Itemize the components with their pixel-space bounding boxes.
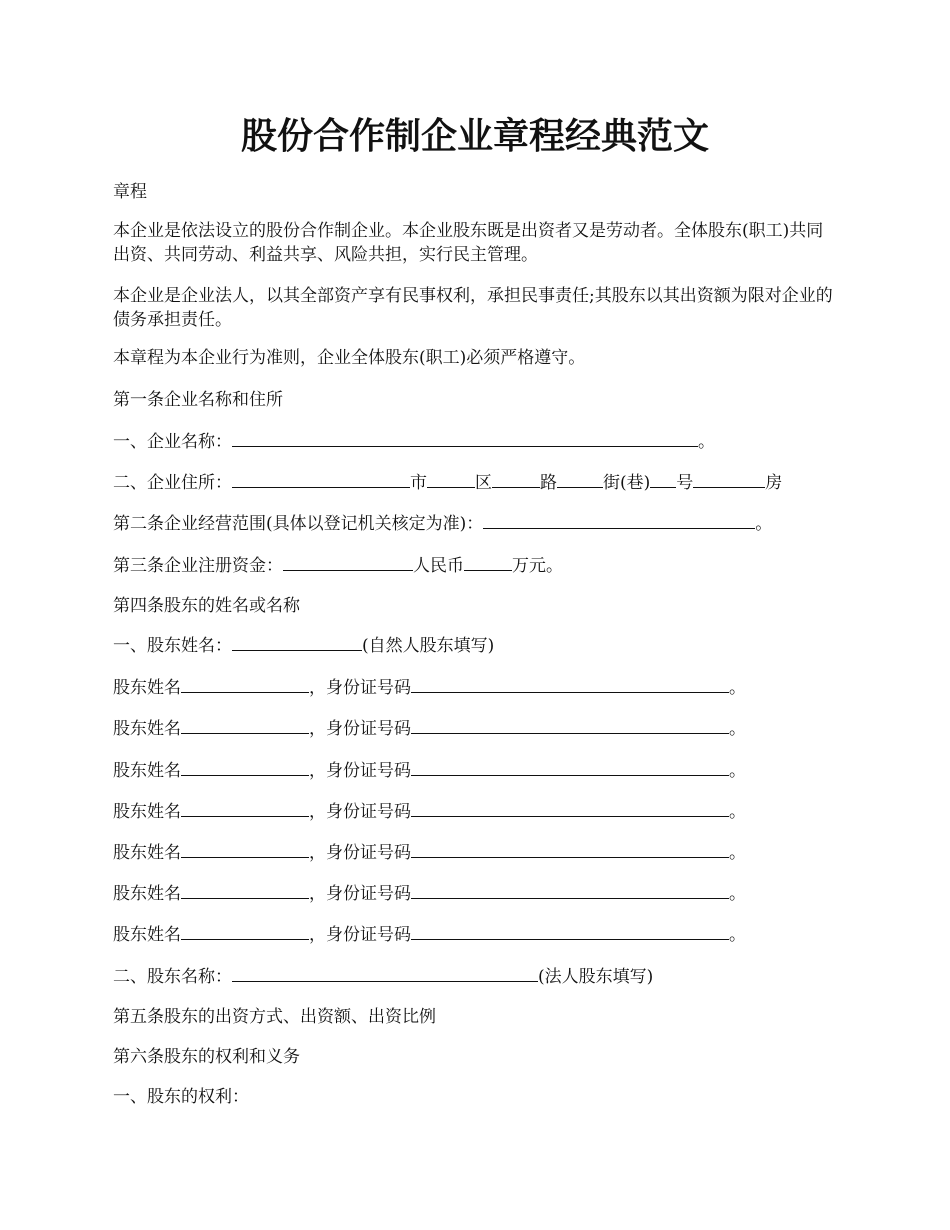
page-title: 股份合作制企业章程经典范文 (240, 115, 709, 157)
article-3-line (113, 553, 833, 578)
id-number-blank[interactable] (411, 881, 729, 899)
business-scope-label: 第二条企业经营范围(具体以登记机关核定为准)： (113, 514, 484, 534)
natural-person-line (113, 633, 833, 658)
room-blank[interactable] (693, 470, 765, 488)
city-text: 市 (410, 473, 427, 493)
paragraph-legal-person: 本企业是企业法人，以其全部资产享有民事权利，承担民事责任;其股东以其出资额为限对企业的债务承担责任。 (113, 286, 833, 330)
section-heading: 章程 (113, 182, 147, 202)
shareholder-row (113, 758, 833, 783)
district-blank[interactable] (427, 470, 475, 488)
shareholder-row (113, 922, 833, 947)
id-number-label: ，身份证号码 (309, 925, 411, 945)
natural-person-label: 一、股东姓名： (113, 636, 232, 656)
id-number-blank[interactable] (411, 922, 729, 940)
id-number-blank[interactable] (411, 758, 729, 776)
article-4-title: 第四条股东的姓名或名称 (113, 596, 300, 616)
id-number-label: ，身份证号码 (309, 802, 411, 822)
period-text: 。 (729, 884, 746, 904)
article-5-title: 第五条股东的出资方式、出资额、出资比例 (113, 1007, 436, 1027)
id-number-blank[interactable] (411, 799, 729, 817)
id-number-blank[interactable] (411, 675, 729, 693)
legal-person-blank[interactable] (232, 964, 538, 982)
period-text: 。 (729, 802, 746, 822)
shareholder-name-blank[interactable] (181, 840, 309, 858)
shareholder-name-label: 股东姓名 (113, 843, 181, 863)
road-blank[interactable] (492, 470, 540, 488)
shareholder-name-label: 股东姓名 (113, 802, 181, 822)
id-number-label: ，身份证号码 (309, 761, 411, 781)
id-number-label: ，身份证号码 (309, 843, 411, 863)
paragraph-rules: 本章程为本企业行为准则，企业全体股东(职工)必须严格遵守。 (113, 348, 586, 368)
period-text: 。 (698, 432, 715, 452)
shareholder-row (113, 675, 833, 700)
room-text: 房 (765, 473, 783, 493)
number-text: 号 (676, 473, 694, 493)
city-blank[interactable] (232, 470, 410, 488)
id-number-label: ，身份证号码 (309, 719, 411, 739)
id-number-label: ，身份证号码 (309, 884, 411, 904)
shareholder-name-blank[interactable] (181, 675, 309, 693)
shareholder-rights-heading: 一、股东的权利： (113, 1087, 249, 1107)
number-blank[interactable] (650, 470, 676, 488)
legal-person-note: (法人股东填写) (538, 967, 654, 987)
paragraph-intro: 本企业是依法设立的股份合作制企业。本企业股东既是出资者又是劳动者。全体股东(职工)共同出资、共同劳动、利益共享、风险共担，实行民主管理。 (113, 221, 824, 265)
shareholder-name-blank[interactable] (181, 881, 309, 899)
legal-person-line (113, 964, 833, 989)
id-number-blank[interactable] (411, 840, 729, 858)
capital-blank[interactable] (283, 553, 413, 571)
shareholder-name-blank[interactable] (181, 799, 309, 817)
shareholder-row (113, 799, 833, 824)
district-text: 区 (475, 473, 492, 493)
article-6-title: 第六条股东的权利和义务 (113, 1047, 300, 1067)
capital-unit-text: 万元。 (512, 556, 563, 576)
shareholder-row (113, 840, 833, 865)
shareholder-name-blank[interactable] (181, 716, 309, 734)
road-text: 路 (540, 473, 557, 493)
period-text: 。 (729, 925, 746, 945)
shareholder-name-label: 股东姓名 (113, 719, 181, 739)
shareholder-row (113, 881, 833, 906)
period-text: 。 (755, 514, 773, 534)
company-name-line (113, 429, 833, 454)
id-number-label: ，身份证号码 (309, 678, 411, 698)
article-1-title: 第一条企业名称和住所 (113, 390, 283, 410)
company-name-label: 一、企业名称： (113, 432, 232, 452)
shareholder-name-label: 股东姓名 (113, 761, 181, 781)
legal-person-label: 二、股东名称： (113, 967, 232, 987)
shareholder-name-label: 股东姓名 (113, 884, 181, 904)
shareholder-row (113, 716, 833, 741)
natural-person-blank[interactable] (232, 633, 362, 651)
street-blank[interactable] (557, 470, 603, 488)
rmb-text: 人民币 (413, 556, 464, 576)
period-text: 。 (729, 719, 746, 739)
company-name-blank[interactable] (232, 429, 698, 447)
capital-amount-blank[interactable] (464, 553, 512, 571)
company-address-line (113, 470, 833, 495)
business-scope-blank[interactable] (483, 511, 755, 529)
period-text: 。 (729, 678, 746, 698)
shareholder-name-label: 股东姓名 (113, 925, 181, 945)
capital-label: 第三条企业注册资金： (113, 556, 283, 576)
shareholder-name-label: 股东姓名 (113, 678, 181, 698)
natural-person-note: (自然人股东填写) (362, 636, 495, 656)
company-address-label: 二、企业住所： (113, 473, 232, 493)
period-text: 。 (729, 843, 746, 863)
shareholder-name-blank[interactable] (181, 758, 309, 776)
street-text: 街(巷) (603, 473, 651, 493)
article-2-line (113, 511, 833, 536)
shareholder-name-blank[interactable] (181, 922, 309, 940)
period-text: 。 (729, 761, 746, 781)
id-number-blank[interactable] (411, 716, 729, 734)
